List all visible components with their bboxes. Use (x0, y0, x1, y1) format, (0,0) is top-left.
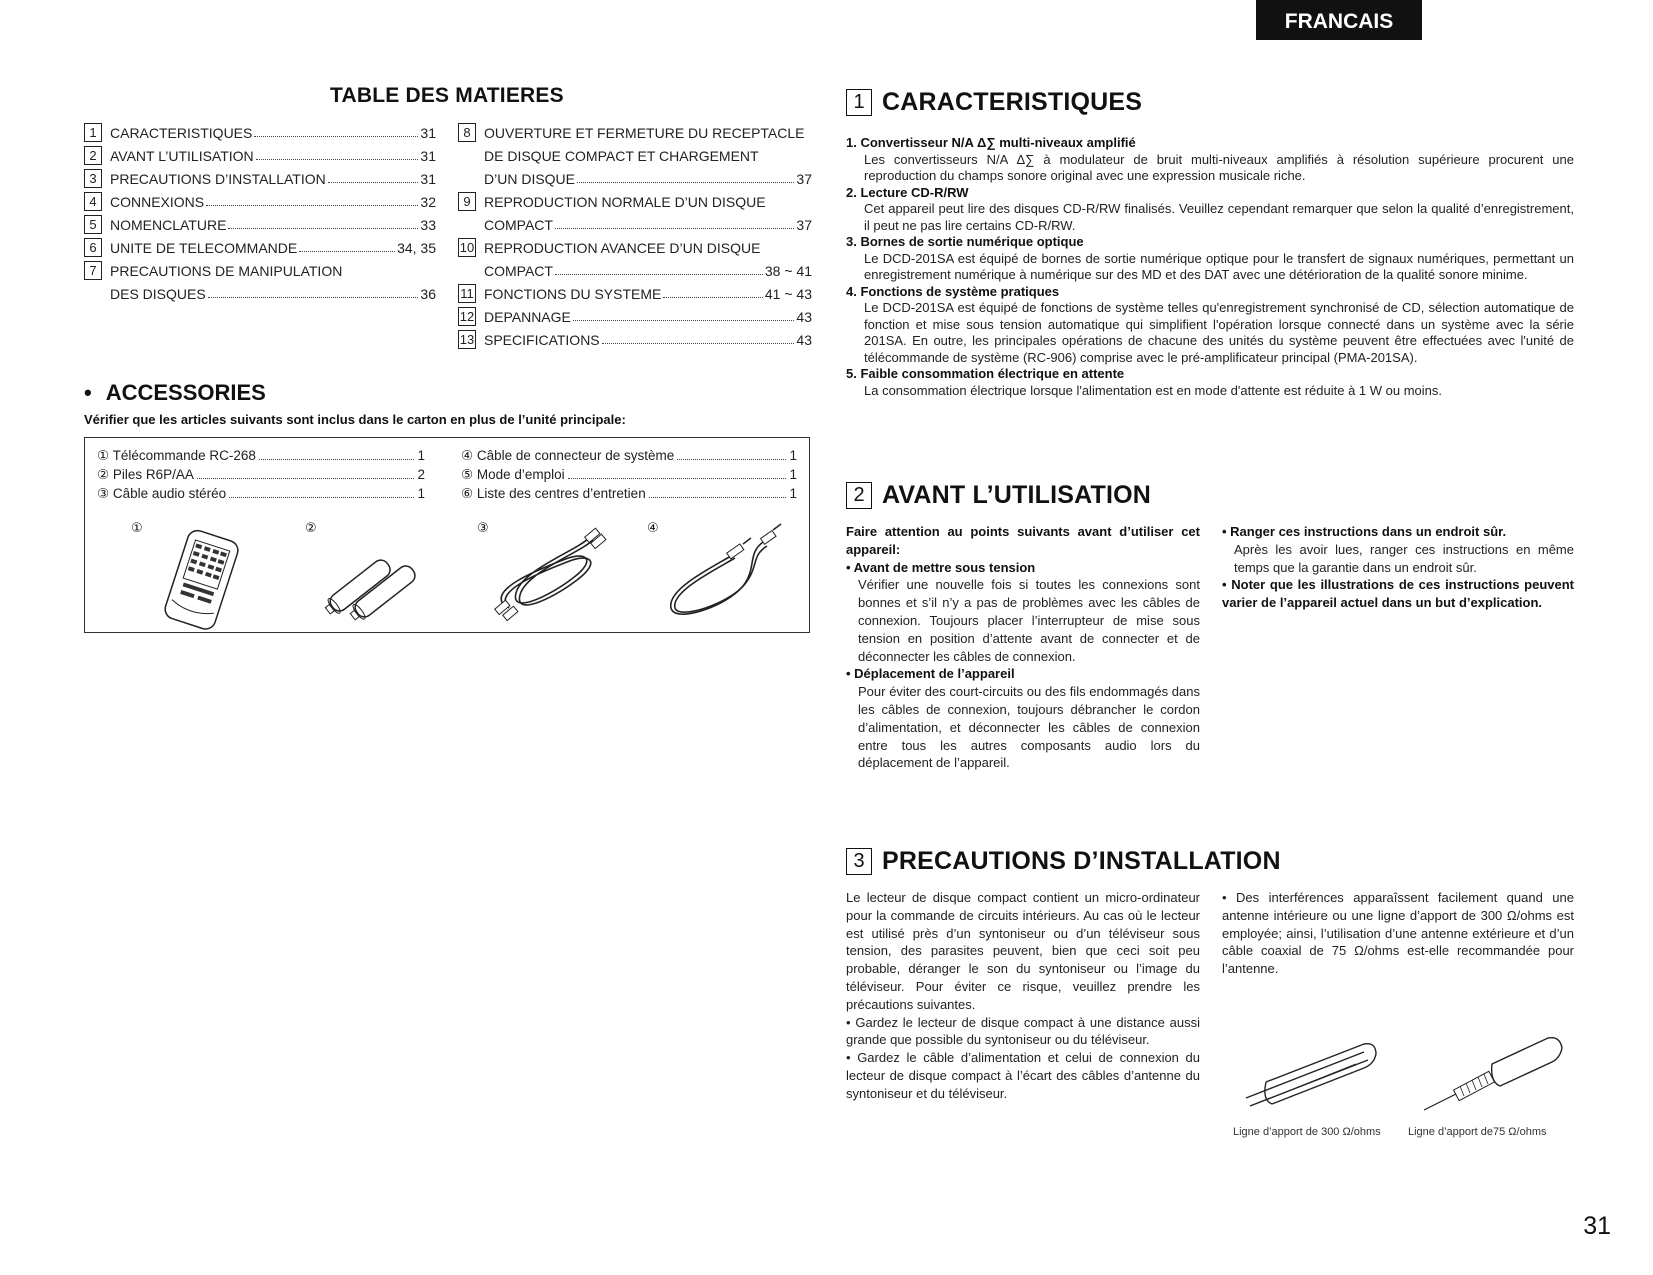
accessories-title: ACCESSORIES (105, 380, 266, 405)
toc-label: PRECAUTIONS D’INSTALLATION (110, 170, 326, 187)
toc-number: 12 (459, 309, 475, 324)
accessory-item (97, 465, 425, 484)
toc-right-column (458, 121, 812, 351)
bullet-item: • Gardez le lecteur de disque compact à une distance aussi grande que possible du syntoniseur ou du téléviseur. (846, 1014, 1200, 1050)
bullet-title: • Déplacement de l’appareil (846, 666, 1015, 682)
toc-label: OUVERTURE ET FERMETURE DU RECEPTACLE (484, 124, 805, 141)
toc-leader (228, 228, 418, 229)
toc-entry (458, 328, 812, 351)
toc-entry (458, 190, 812, 213)
coaxial-cable-icon (1414, 1030, 1564, 1120)
toc-number: 1 (84, 123, 102, 142)
feature-body: Cet appareil peut lire des disques CD-R/RW finalisés. Veuillez cependant remarquer que selon la qualité d’enregistrement, il peut ne pas lire certains CD-R/RW. (864, 201, 1574, 233)
figure-label: ② (305, 520, 317, 535)
toc-entry (84, 282, 436, 305)
figure-label: ① (131, 520, 143, 535)
toc-page: 33 (420, 216, 436, 233)
accessory-leader (259, 459, 415, 460)
toc-entry (84, 167, 436, 190)
toc-entry (84, 213, 436, 236)
figure-label: ③ (477, 520, 489, 535)
toc-number: 9 (458, 192, 476, 211)
toc-leader (577, 182, 794, 183)
toc-label: DE DISQUE COMPACT ET CHARGEMENT (484, 147, 759, 164)
accessory-leader (568, 478, 787, 479)
toc-entry (458, 167, 812, 190)
toc-label: DEPANNAGE (484, 308, 571, 325)
toc-page: 43 (796, 308, 812, 325)
toc-entry (458, 121, 812, 144)
toc-label: FONCTIONS DU SYSTEME (484, 285, 662, 302)
toc-label: REPRODUCTION NORMALE D’UN DISQUE (484, 193, 766, 210)
accessories-heading (84, 380, 266, 406)
section-title: PRECAUTIONS D’INSTALLATION (882, 847, 1281, 875)
accessory-label: ⑥ Liste des centres d’entretien (461, 485, 646, 501)
accessory-label: ⑤ Mode d’emploi (461, 466, 565, 482)
bullet-note: • Noter que les illustrations de ces instructions peuvent varier de l’appareil actuel dans un but d’explication. (1222, 577, 1574, 611)
toc-number: 5 (84, 215, 102, 234)
feature-title: 5. Faible consommation électrique en attente (846, 366, 1125, 381)
feature-body: Les convertisseurs N/A Δ∑ à modulateur de bruit multi-niveaux amplifiés à résolution supérieure procurent une reproduction du champs sonore original avec une expression musicale riche. (864, 151, 1574, 183)
toc-number: 13 (459, 332, 475, 347)
accessory-qty: 1 (789, 448, 797, 463)
feature-body: La consommation électrique lorsque l'alimentation est en mode d'attente est réduite à 1 W ou moins. (864, 382, 1443, 398)
toc-label: CONNEXIONS (110, 193, 205, 210)
accessories-note: Vérifier que les articles suivants sont inclus dans le carton en plus de l’unité principale: (84, 412, 626, 427)
section-2-heading (846, 481, 1151, 510)
page-number: 31 (1583, 1212, 1611, 1240)
toc-leader (208, 297, 419, 298)
bullet-body: Après les avoir lues, ranger ces instructions en même temps que la garantie dans un endroit sûr. (1234, 541, 1574, 575)
feature-body: Le DCD-201SA est équipé de bornes de sortie numérique optique pour le transfert de signaux numériques, permettant un enregistrement numérique à numérique sur des MD et des DAT avec une détérioration de la qualité sonore minime. (864, 250, 1574, 282)
language-tab: FRANCAIS (1256, 0, 1422, 40)
accessory-leader (197, 478, 415, 479)
toc-label: D’UN DISQUE (484, 170, 576, 187)
accessory-qty: 1 (789, 467, 797, 482)
toc-leader (254, 136, 418, 137)
accessory-item (461, 465, 797, 484)
toc-page: 31 (420, 170, 436, 187)
toc-page: 38 ~ 41 (764, 262, 812, 279)
accessory-label: ④ Câble de connecteur de système (461, 447, 675, 463)
section-number: 2 (846, 482, 872, 509)
toc-number (458, 215, 476, 234)
toc-label: NOMENCLATURE (110, 216, 227, 233)
toc-leader (328, 182, 419, 183)
toc-label: REPRODUCTION AVANCEE D’UN DISQUE (484, 239, 761, 256)
figure-label: ④ (647, 520, 659, 535)
section-2-right-column (1222, 523, 1574, 612)
feature-title: 4. Fonctions de système pratiques (846, 283, 1060, 299)
flat-antenna-cable-icon (1236, 1030, 1386, 1120)
accessory-item (97, 446, 425, 465)
toc-page: 37 (796, 216, 812, 233)
toc-number (458, 261, 476, 280)
system-cable-icon (647, 520, 797, 630)
toc-label: UNITE DE TELECOMMANDE (110, 239, 298, 256)
toc-leader (555, 228, 794, 229)
audio-cable-figure (477, 520, 627, 630)
bullet-title: • Ranger ces instructions dans un endroit sûr. (1222, 524, 1507, 539)
accessory-item (461, 484, 797, 503)
accessory-label: ③ Câble audio stéréo (97, 485, 227, 501)
toc-page: 31 (420, 147, 436, 164)
accessory-label: ① Télécommande RC-268 (97, 447, 256, 463)
section-3-left-column (846, 889, 1200, 1103)
accessory-qty: 2 (417, 467, 425, 482)
accessory-leader (649, 497, 787, 498)
remote-control-figure (131, 520, 281, 630)
toc-entry (84, 259, 436, 282)
section-1-heading (846, 88, 1142, 117)
toc-title: TABLE DES MATIERES (330, 84, 564, 107)
toc-number: 3 (84, 169, 102, 188)
toc-label: AVANT L’UTILISATION (110, 147, 254, 164)
system-cable-figure (647, 520, 797, 630)
toc-number: 4 (84, 192, 102, 211)
toc-leader (573, 320, 795, 321)
accessories-list-right (461, 446, 797, 503)
accessory-leader (677, 459, 786, 460)
toc-label: SPECIFICATIONS (484, 331, 600, 348)
toc-leader (256, 159, 419, 160)
figure-caption: Ligne d’apport de75 Ω/ohms (1408, 1126, 1547, 1138)
toc-label: CARACTERISTIQUES (110, 124, 253, 141)
toc-label: COMPACT (484, 216, 553, 233)
toc-leader (299, 251, 395, 252)
toc-leader (206, 205, 418, 206)
toc-label: DES DISQUES (110, 285, 206, 302)
battery-icon (305, 520, 455, 630)
toc-entry (458, 305, 812, 328)
toc-label: COMPACT (484, 262, 553, 279)
toc-leader (663, 297, 763, 298)
toc-label: PRECAUTIONS DE MANIPULATION (110, 262, 343, 279)
section-title: CARACTERISTIQUES (882, 88, 1143, 116)
section-3-heading (846, 847, 1281, 876)
section-2-intro: Faire attention au points suivants avant d’utiliser cet appareil: (846, 524, 1200, 557)
toc-page: 32 (420, 193, 436, 210)
accessories-bullet: • (84, 380, 92, 405)
toc-number: 7 (84, 261, 102, 280)
toc-entry (458, 259, 812, 282)
toc-entry (84, 144, 436, 167)
accessory-qty: 1 (417, 486, 425, 501)
section-number: 3 (846, 848, 872, 875)
accessory-label: ② Piles R6P/AA (97, 466, 194, 482)
toc-left-column (84, 121, 436, 305)
accessory-item (461, 446, 797, 465)
feature-title: 1. Convertisseur N/A Δ∑ multi-niveaux amplifié (846, 135, 1136, 150)
toc-page: 43 (796, 331, 812, 348)
toc-entry (84, 190, 436, 213)
accessories-box (84, 437, 810, 633)
toc-page: 34, 35 (397, 239, 436, 256)
toc-number (458, 146, 476, 165)
toc-entry (84, 236, 436, 259)
toc-page: 31 (420, 124, 436, 141)
toc-page: 37 (796, 170, 812, 187)
section-2-left-column (846, 523, 1200, 772)
bullet-item: • Des interférences apparaîssent facilement quand une antenne intérieure ou une ligne d’apport de 300 Ω/ohms est employée; ainsi, l’utilisation d’une antenne extérieure et d’un câble coaxial de 75 Ω/ohms est-elle recommandée pour l’antenne. (1222, 889, 1574, 978)
toc-leader (555, 274, 763, 275)
toc-number: 2 (84, 146, 102, 165)
bullet-title: • Avant de mettre sous tension (846, 559, 1036, 575)
section-3-intro: Le lecteur de disque compact contient un micro-ordinateur pour la commande de circuits intérieurs. Au cas où le lecteur est utilisé près d’un syntoniseur ou d’un téléviseur sous tension, des parasites peuvent, bien que ceci soit peu probable, déranger le son du syntoniseur ou l’image du téléviseur. Pour éviter ce risque, veuillez prendre les précautions suivantes. (846, 890, 1200, 1012)
toc-entry (458, 144, 812, 167)
feature-title: 3. Bornes de sortie numérique optique (846, 234, 1084, 249)
feature-title: 2. Lecture CD-R/RW (846, 184, 969, 200)
accessory-qty: 1 (789, 486, 797, 501)
feature-body: Le DCD-201SA est équipé de fonctions de système telles qu'enregistrement synchronisé de CD, sélection automatique de fonction et mise sous tension automatique qui simplifient l'opération lorsque connecté dans un système avec la série 201SA. En outre, les principales opérations de chacune des unités du système peuvent être effectuées avec l'unité de télécommande de système (RC-906) comprise avec le pré-amplificateur principal (PMA-201SA). (864, 300, 1574, 365)
toc-page: 36 (420, 285, 436, 302)
bullet-body: Vérifier une nouvelle fois si toutes les connexions sont bonnes et s’il n’y a pas de problèmes avec les câbles de connexion. Toujours placer l’interrupteur de mise sous tension en position d’attente avant de connecter et de déconnecter les câbles de connexion. (858, 577, 1200, 664)
accessory-qty: 1 (417, 448, 425, 463)
accessory-item (97, 484, 425, 503)
figure-caption: Ligne d’apport de 300 Ω/ohms (1233, 1126, 1381, 1138)
toc-entry (458, 236, 812, 259)
accessories-list-left (97, 446, 425, 503)
toc-entry (84, 121, 436, 144)
toc-number: 8 (458, 123, 476, 142)
bullet-body: Pour éviter des court-circuits ou des fils endommagés dans les câbles de connexion, toujours débrancher le cordon d’alimentation, et déconnecter les câbles de connexion entre tous les autres composants audio lors du déplacement de l’appareil. (858, 684, 1200, 771)
batteries-figure (305, 520, 455, 630)
toc-page: 41 ~ 43 (764, 285, 812, 302)
toc-number: 11 (458, 284, 476, 303)
toc-leader (602, 343, 795, 344)
section-number: 1 (846, 89, 872, 116)
toc-number: 10 (459, 240, 475, 255)
bullet-item: • Gardez le câble d’alimentation et celui de connexion du lecteur de disque compact à l’écart des câbles d’antenne du syntoniseur et du téléviseur. (846, 1049, 1200, 1102)
audio-cable-icon (477, 520, 627, 630)
toc-number: 6 (84, 238, 102, 257)
section-3-right-column (1222, 889, 1574, 978)
accessory-leader (229, 497, 414, 498)
toc-entry (458, 282, 812, 305)
section-title: AVANT L’UTILISATION (882, 481, 1152, 509)
features-list (846, 135, 1574, 399)
toc-number (84, 284, 102, 303)
remote-control-icon (131, 520, 281, 630)
toc-number (458, 169, 476, 188)
toc-entry (458, 213, 812, 236)
